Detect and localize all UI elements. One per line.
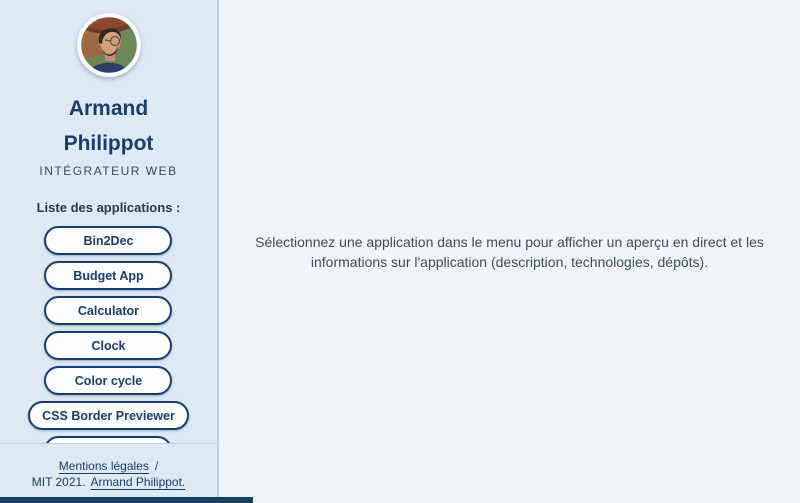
- app-button-clock[interactable]: Clock: [44, 331, 172, 360]
- footer-legal-line: [59, 459, 158, 473]
- sidebar: [0, 0, 219, 503]
- license-text: MIT 2021.: [31, 474, 86, 489]
- apps-list-heading: Liste des applications :: [36, 200, 181, 215]
- app-button-bin2dec[interactable]: Bin2Dec: [44, 226, 172, 255]
- legal-notice-link[interactable]: Mentions légales: [58, 458, 149, 473]
- site-title-line2: Philippot: [63, 132, 154, 155]
- avatar: [77, 13, 141, 77]
- sidebar-footer: [0, 443, 217, 503]
- app-button-css-border-previewer[interactable]: CSS Border Previewer: [28, 401, 189, 430]
- placeholder-message: Sélectionnez une application dans le menu pour afficher un aperçu en direct et les informations sur l'application (description, technologies, dépôts).: [255, 233, 764, 270]
- profile-photo-icon: [77, 13, 141, 77]
- app-button-color-cycle[interactable]: Color cycle: [44, 366, 172, 395]
- app-button-budget-app[interactable]: Budget App: [44, 261, 172, 290]
- site-title-line1: Armand: [68, 97, 149, 120]
- footer-separator: /: [154, 458, 159, 473]
- apps-nav: [28, 226, 189, 465]
- horizontal-scrollbar-thumb[interactable]: [0, 497, 253, 503]
- author-link[interactable]: Armand Philippot.: [90, 474, 186, 489]
- main-content: [219, 0, 800, 503]
- site-subtitle: INTÉGRATEUR WEB: [39, 164, 178, 178]
- footer-license-line: [32, 475, 186, 489]
- app-button-calculator[interactable]: Calculator: [44, 296, 172, 325]
- site-title: [64, 91, 154, 161]
